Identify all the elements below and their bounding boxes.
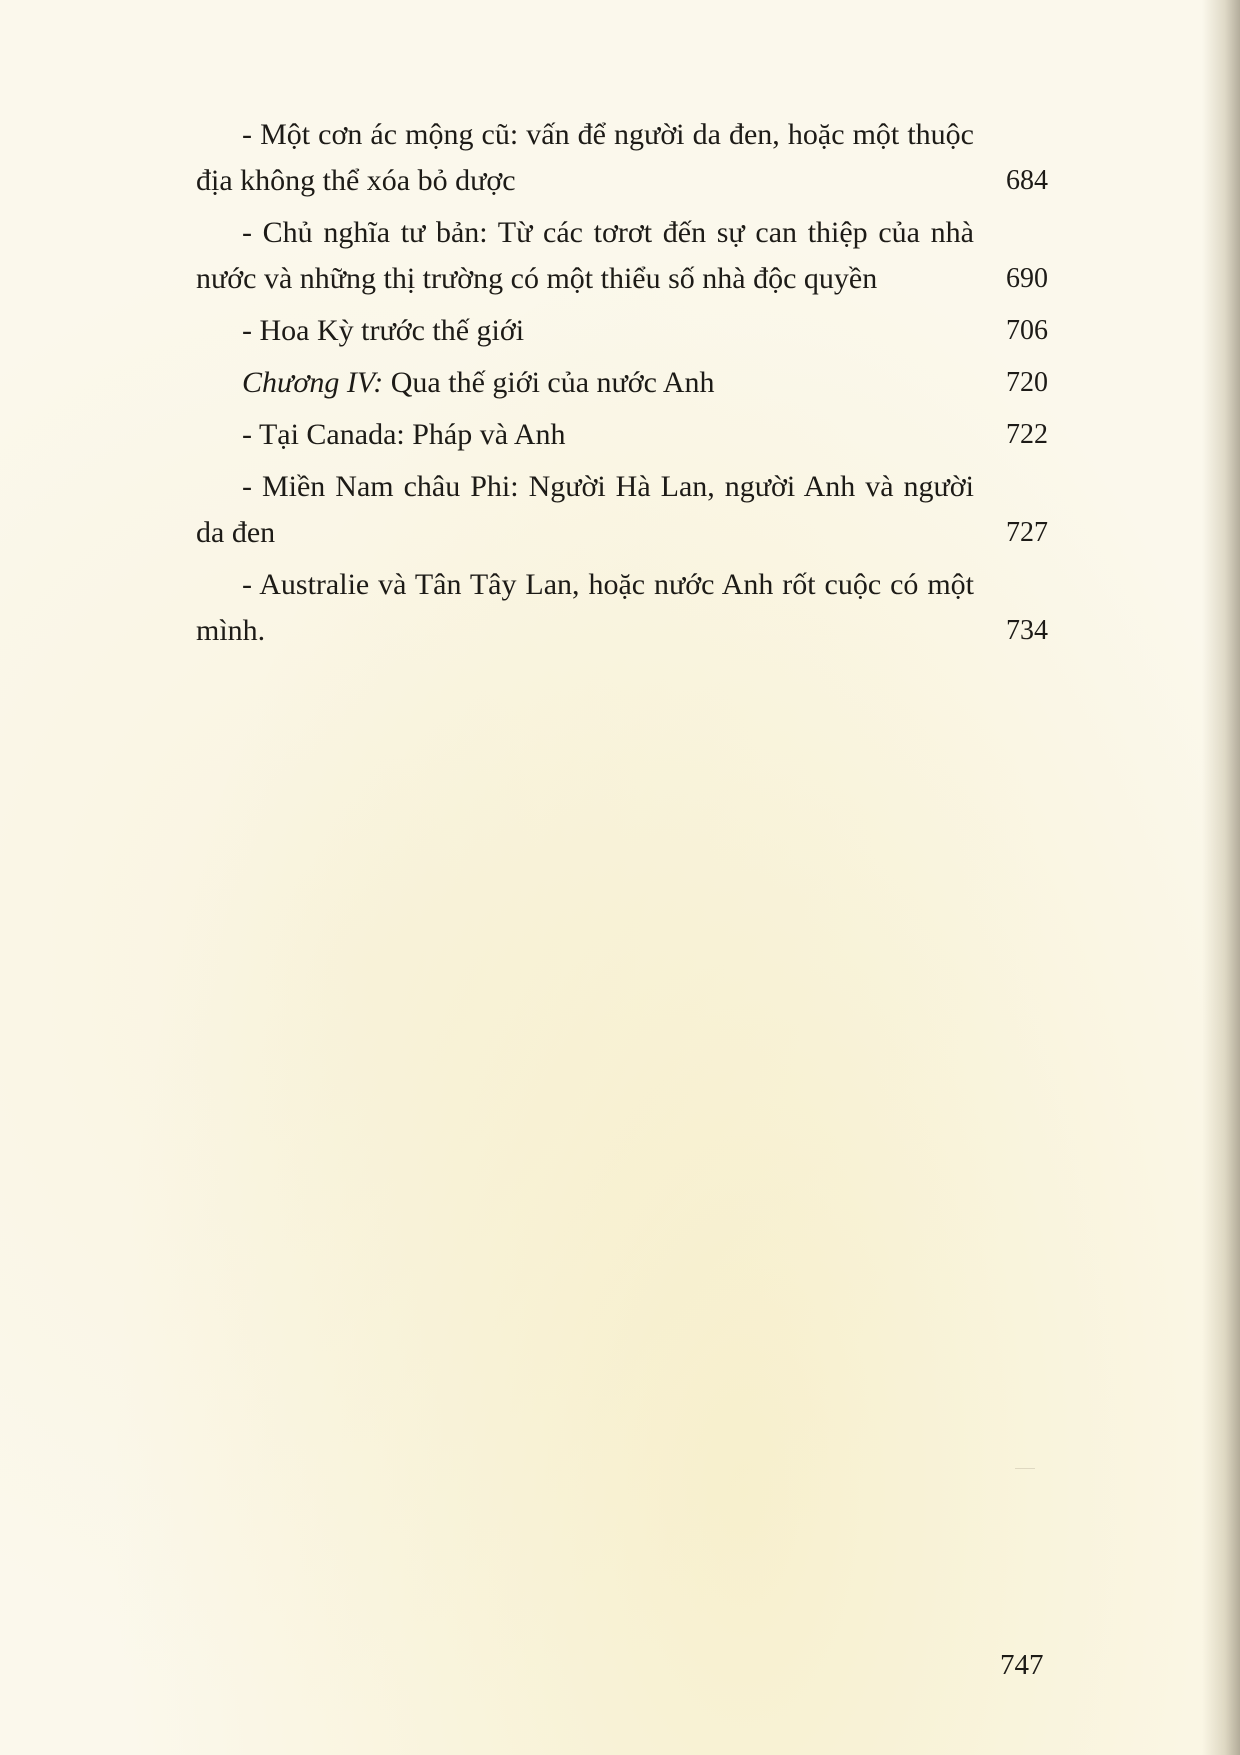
toc-chapter-entry — [196, 360, 1048, 406]
toc-entry-page: 722 — [1006, 419, 1048, 450]
toc-entry-title: - Tại Canada: Pháp và Anh — [242, 418, 566, 451]
toc-entry — [196, 464, 1048, 556]
toc-entry — [196, 308, 1048, 354]
chapter-title: Qua thế giới của nước Anh — [390, 366, 715, 399]
toc-entry — [196, 562, 1048, 654]
toc-entry-page: 720 — [1006, 367, 1048, 398]
toc-entry-page: 706 — [1006, 315, 1048, 346]
toc-entry-page: 727 — [1006, 517, 1048, 548]
toc-entry-title: - Một cơn ác mộng cũ: vấn để người da đen, hoặc một thuộc địa không thể xóa bỏ dược — [196, 118, 974, 197]
toc-entry-page: 734 — [1006, 615, 1048, 646]
toc-entry-title: - Hoa Kỳ trước thế giới — [242, 314, 525, 347]
toc-entry-title: - Australie và Tân Tây Lan, hoặc nước Anh rốt cuộc có một mình. — [196, 568, 974, 647]
toc-chapter-heading — [196, 360, 974, 406]
chapter-label: Chương IV: — [242, 366, 384, 399]
toc-entry-page: 690 — [1006, 263, 1048, 294]
page-spine-shadow — [1202, 0, 1240, 1755]
table-of-contents — [196, 112, 1048, 660]
toc-entry — [196, 112, 1048, 204]
toc-entry — [196, 412, 1048, 458]
toc-entry-title: - Chủ nghĩa tư bản: Từ các tơrơt đến sự can thiệp của nhà nước và những thị trường có một thiểu số nhà độc quyền — [196, 216, 974, 295]
bleed-through-rule — [1015, 1468, 1035, 1469]
page-number: 747 — [1000, 1649, 1044, 1681]
toc-entry-page: 684 — [1006, 165, 1048, 196]
toc-entry — [196, 210, 1048, 302]
toc-entry-title: - Miền Nam châu Phi: Người Hà Lan, người Anh và người da đen — [196, 470, 974, 549]
